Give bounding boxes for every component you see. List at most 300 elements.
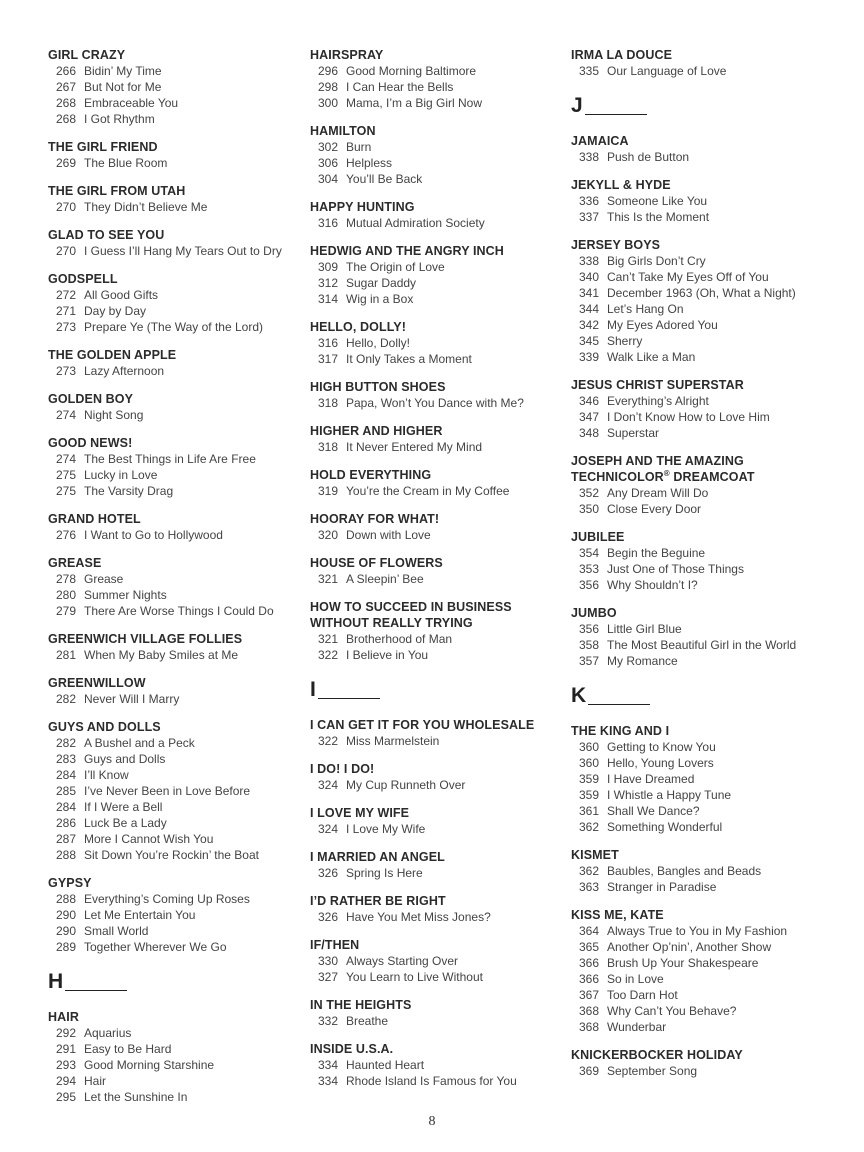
song-title: Too Darn Hot <box>607 988 678 1002</box>
song-title: Never Will I Marry <box>84 692 180 706</box>
song-item <box>48 111 323 127</box>
song-page-number: 280 <box>55 588 76 602</box>
song-item <box>571 879 846 895</box>
show-title: HOUSE OF FLOWERS <box>310 556 443 570</box>
song-title: Let Me Entertain You <box>84 908 196 922</box>
song-page-number: 366 <box>578 956 599 970</box>
show-entry <box>310 123 585 187</box>
song-item <box>310 483 585 499</box>
song-item <box>571 987 846 1003</box>
song-page-number: 292 <box>55 1026 76 1040</box>
song-item <box>48 847 323 863</box>
show-entry <box>310 47 585 111</box>
show-title: KISMET <box>571 848 619 862</box>
song-page-number: 274 <box>55 408 76 422</box>
show-title: GREENWICH VILLAGE FOLLIES <box>48 632 243 646</box>
song-page-number: 366 <box>578 972 599 986</box>
song-item <box>571 269 846 285</box>
show-entry <box>310 467 585 499</box>
song-title: Mama, I’m a Big Girl Now <box>346 96 483 110</box>
song-title: I Whistle a Happy Tune <box>607 788 732 802</box>
song-item <box>310 63 585 79</box>
song-title: But Not for Me <box>84 80 162 94</box>
song-item <box>310 95 585 111</box>
song-title: The Blue Room <box>84 156 168 170</box>
song-title: Always Starting Over <box>346 954 459 968</box>
song-title: Good Morning Starshine <box>84 1058 215 1072</box>
show-entry <box>571 237 846 365</box>
song-item <box>310 171 585 187</box>
show-entry <box>571 133 846 165</box>
song-title: Just One of Those Things <box>607 562 744 576</box>
song-page-number: 269 <box>55 156 76 170</box>
song-page-number: 356 <box>578 622 599 636</box>
show-entry <box>310 511 585 543</box>
show-entry <box>571 723 846 835</box>
song-title: The Best Things in Life Are Free <box>84 452 256 466</box>
song-title: Close Every Door <box>607 502 702 516</box>
show-title: JAMAICA <box>571 134 629 148</box>
song-page-number: 318 <box>317 440 338 454</box>
song-item <box>571 637 846 653</box>
song-item <box>310 1013 585 1029</box>
song-item <box>48 603 323 619</box>
song-page-number: 270 <box>55 244 76 258</box>
show-entry <box>310 599 585 663</box>
song-page-number: 302 <box>317 140 338 154</box>
song-page-number: 338 <box>578 254 599 268</box>
song-title: Embraceable You <box>84 96 179 110</box>
song-page-number: 312 <box>317 276 338 290</box>
song-item <box>571 577 846 593</box>
song-page-number: 346 <box>578 394 599 408</box>
song-page-number: 353 <box>578 562 599 576</box>
song-page-number: 360 <box>578 756 599 770</box>
song-item <box>310 139 585 155</box>
show-title: HOORAY FOR WHAT! <box>310 512 440 526</box>
song-item <box>571 653 846 669</box>
song-page-number: 340 <box>578 270 599 284</box>
show-title: GYPSY <box>48 876 92 890</box>
song-page-number: 365 <box>578 940 599 954</box>
show-title: JOSEPH AND THE AMAZING TECHNICOLOR® DREAMCOAT <box>571 454 755 484</box>
song-page-number: 347 <box>578 410 599 424</box>
show-title: HOW TO SUCCEED IN BUSINESS WITHOUT REALLY TRYING <box>310 600 512 630</box>
song-item <box>310 1057 585 1073</box>
show-entry <box>310 243 585 307</box>
show-title: IN THE HEIGHTS <box>310 998 412 1012</box>
song-item <box>48 735 323 751</box>
section-letter: H <box>48 970 64 993</box>
song-title: Lazy Afternoon <box>84 364 165 378</box>
song-title: Another Op’nin’, Another Show <box>607 940 772 954</box>
song-title: Prepare Ye (The Way of the Lord) <box>84 320 263 334</box>
song-item <box>571 755 846 771</box>
song-item <box>310 275 585 291</box>
song-page-number: 293 <box>55 1058 76 1072</box>
song-title: Why Shouldn’t I? <box>607 578 698 592</box>
song-title: Any Dream Will Do <box>607 486 709 500</box>
song-page-number: 287 <box>55 832 76 846</box>
song-title: Hello, Young Lovers <box>607 756 714 770</box>
song-title: Let the Sunshine In <box>84 1090 188 1104</box>
song-item <box>48 907 323 923</box>
song-title: Walk Like a Man <box>607 350 696 364</box>
song-item <box>571 209 846 225</box>
song-item <box>48 527 323 543</box>
song-item <box>48 647 323 663</box>
song-page-number: 284 <box>55 768 76 782</box>
song-title: Brotherhood of Man <box>346 632 453 646</box>
show-title: THE KING AND I <box>571 724 670 738</box>
show-title: HEDWIG AND THE ANGRY INCH <box>310 244 504 258</box>
show-title: KISS ME, KATE <box>571 908 664 922</box>
section-rule <box>65 990 127 991</box>
song-title: Breathe <box>346 1014 389 1028</box>
song-title: A Bushel and a Peck <box>84 736 195 750</box>
song-item <box>48 467 323 483</box>
show-title: HAMILTON <box>310 124 376 138</box>
song-page-number: 289 <box>55 940 76 954</box>
song-page-number: 352 <box>578 486 599 500</box>
show-entry <box>310 717 585 749</box>
song-title: Wig in a Box <box>346 292 414 306</box>
song-title: Sugar Daddy <box>346 276 417 290</box>
song-title: Why Can’t You Behave? <box>607 1004 737 1018</box>
song-item <box>571 955 846 971</box>
show-title: GIRL CRAZY <box>48 48 126 62</box>
song-page-number: 326 <box>317 910 338 924</box>
song-title: Push de Button <box>607 150 690 164</box>
song-title: Burn <box>346 140 372 154</box>
song-item <box>571 803 846 819</box>
song-title: You’re the Cream in My Coffee <box>346 484 510 498</box>
song-title: Everything’s Coming Up Roses <box>84 892 250 906</box>
song-page-number: 336 <box>578 194 599 208</box>
song-title: Hair <box>84 1074 107 1088</box>
song-title: Grease <box>84 572 124 586</box>
show-title: I MARRIED AN ANGEL <box>310 850 445 864</box>
song-title: Our Language of Love <box>607 64 727 78</box>
song-title: I Have Dreamed <box>607 772 695 786</box>
song-page-number: 266 <box>55 64 76 78</box>
show-entry <box>310 555 585 587</box>
song-title: Helpless <box>346 156 393 170</box>
song-item <box>48 815 323 831</box>
song-item <box>571 425 846 441</box>
show-title: INSIDE U.S.A. <box>310 1042 394 1056</box>
show-entry <box>571 177 846 225</box>
show-entry <box>571 529 846 593</box>
song-item <box>571 485 846 501</box>
song-item <box>310 527 585 543</box>
song-page-number: 279 <box>55 604 76 618</box>
section-letter-heading <box>571 91 846 117</box>
song-title: My Romance <box>607 654 678 668</box>
song-item <box>571 863 846 879</box>
song-item <box>48 483 323 499</box>
index-column-2 <box>310 47 585 1101</box>
song-item <box>48 767 323 783</box>
song-page-number: 270 <box>55 200 76 214</box>
show-entry <box>571 377 846 441</box>
show-entry <box>48 139 323 171</box>
song-item <box>571 1019 846 1035</box>
show-title: I’D RATHER BE RIGHT <box>310 894 446 908</box>
song-title: Aquarius <box>84 1026 132 1040</box>
song-title: All Good Gifts <box>84 288 159 302</box>
show-title: JERSEY BOYS <box>571 238 661 252</box>
song-item <box>571 301 846 317</box>
show-title: HOLD EVERYTHING <box>310 468 432 482</box>
section-letter-heading <box>48 967 323 993</box>
song-title: I Don’t Know How to Love Him <box>607 410 770 424</box>
song-page-number: 276 <box>55 528 76 542</box>
song-page-number: 282 <box>55 736 76 750</box>
song-page-number: 330 <box>317 954 338 968</box>
song-item <box>310 1073 585 1089</box>
song-title: Lucky in Love <box>84 468 158 482</box>
song-item <box>48 923 323 939</box>
show-entry <box>48 47 323 127</box>
song-title: A Sleepin’ Bee <box>346 572 424 586</box>
show-title: IRMA LA DOUCE <box>571 48 673 62</box>
song-item <box>48 1041 323 1057</box>
song-title: I Believe in You <box>346 648 429 662</box>
song-page-number: 291 <box>55 1042 76 1056</box>
song-page-number: 348 <box>578 426 599 440</box>
song-page-number: 367 <box>578 988 599 1002</box>
song-item <box>310 335 585 351</box>
song-item <box>48 1089 323 1105</box>
song-item <box>48 799 323 815</box>
song-title: This Is the Moment <box>607 210 710 224</box>
song-page-number: 359 <box>578 772 599 786</box>
song-item <box>571 193 846 209</box>
song-item <box>571 501 846 517</box>
song-page-number: 314 <box>317 292 338 306</box>
song-page-number: 357 <box>578 654 599 668</box>
show-title: JUMBO <box>571 606 617 620</box>
song-item <box>48 95 323 111</box>
song-item <box>310 571 585 587</box>
song-item <box>48 783 323 799</box>
index-column-3 <box>571 47 846 1091</box>
show-entry <box>48 391 323 423</box>
song-title: If I Were a Bell <box>84 800 163 814</box>
section-rule <box>318 698 380 699</box>
song-item <box>48 587 323 603</box>
show-entry <box>571 605 846 669</box>
song-title: Always True to You in My Fashion <box>607 924 788 938</box>
song-page-number: 296 <box>317 64 338 78</box>
song-page-number: 268 <box>55 112 76 126</box>
song-item <box>571 771 846 787</box>
song-page-number: 327 <box>317 970 338 984</box>
song-title: Superstar <box>607 426 660 440</box>
section-letter: J <box>571 94 583 117</box>
song-item <box>571 393 846 409</box>
song-item <box>48 1057 323 1073</box>
song-title: Day by Day <box>84 304 147 318</box>
section-rule <box>588 704 650 705</box>
song-page-number: 288 <box>55 892 76 906</box>
show-entry <box>48 631 323 663</box>
song-item <box>571 787 846 803</box>
song-page-number: 306 <box>317 156 338 170</box>
song-page-number: 350 <box>578 502 599 516</box>
song-item <box>48 831 323 847</box>
show-title: HAIRSPRAY <box>310 48 384 62</box>
song-title: My Eyes Adored You <box>607 318 718 332</box>
song-title: I Love My Wife <box>346 822 426 836</box>
show-title: GODSPELL <box>48 272 118 286</box>
song-item <box>48 691 323 707</box>
song-page-number: 298 <box>317 80 338 94</box>
song-title: Papa, Won’t You Dance with Me? <box>346 396 524 410</box>
song-item <box>571 545 846 561</box>
song-item <box>571 1003 846 1019</box>
show-entry <box>310 379 585 411</box>
song-item <box>310 777 585 793</box>
song-page-number: 271 <box>55 304 76 318</box>
song-item <box>571 971 846 987</box>
song-item <box>48 451 323 467</box>
show-title: HAIR <box>48 1010 79 1024</box>
index-column-1 <box>48 47 323 1117</box>
show-entry <box>310 423 585 455</box>
show-title: GLAD TO SEE YOU <box>48 228 165 242</box>
song-title: I Want to Go to Hollywood <box>84 528 223 542</box>
song-title: Let’s Hang On <box>607 302 684 316</box>
show-title: GOOD NEWS! <box>48 436 133 450</box>
song-item <box>571 63 846 79</box>
show-entry <box>48 183 323 215</box>
song-item <box>571 349 846 365</box>
song-page-number: 362 <box>578 864 599 878</box>
song-page-number: 322 <box>317 648 338 662</box>
song-item <box>571 149 846 165</box>
song-page-number: 363 <box>578 880 599 894</box>
song-page-number: 356 <box>578 578 599 592</box>
song-title: Little Girl Blue <box>607 622 682 636</box>
song-page-number: 324 <box>317 822 338 836</box>
song-title: I Can Hear the Bells <box>346 80 454 94</box>
song-item <box>310 79 585 95</box>
song-page-number: 316 <box>317 216 338 230</box>
song-page-number: 361 <box>578 804 599 818</box>
song-item <box>571 285 846 301</box>
show-entry <box>48 271 323 335</box>
song-title: Bidin’ My Time <box>84 64 162 78</box>
song-title: When My Baby Smiles at Me <box>84 648 239 662</box>
song-item <box>48 319 323 335</box>
song-title: I Guess I’ll Hang My Tears Out to Dry <box>84 244 282 258</box>
show-entry <box>310 1041 585 1089</box>
song-item <box>571 561 846 577</box>
show-entry <box>310 997 585 1029</box>
song-page-number: 360 <box>578 740 599 754</box>
show-entry <box>571 847 846 895</box>
song-item <box>48 303 323 319</box>
section-rule <box>585 114 647 115</box>
show-title: GUYS AND DOLLS <box>48 720 161 734</box>
song-item <box>310 259 585 275</box>
song-page-number: 300 <box>317 96 338 110</box>
show-entry <box>48 511 323 543</box>
song-page-number: 286 <box>55 816 76 830</box>
song-page-number: 267 <box>55 80 76 94</box>
song-page-number: 324 <box>317 778 338 792</box>
song-page-number: 273 <box>55 320 76 334</box>
song-title: Stranger in Paradise <box>607 880 717 894</box>
show-title: GOLDEN BOY <box>48 392 134 406</box>
song-title: Miss Marmelstein <box>346 734 440 748</box>
song-title: I’ll Know <box>84 768 129 782</box>
song-page-number: 274 <box>55 452 76 466</box>
song-title: Big Girls Don’t Cry <box>607 254 706 268</box>
song-title: Someone Like You <box>607 194 708 208</box>
song-page-number: 319 <box>317 484 338 498</box>
song-page-number: 268 <box>55 96 76 110</box>
song-title: More I Cannot Wish You <box>84 832 214 846</box>
show-title: HIGHER AND HIGHER <box>310 424 443 438</box>
show-entry <box>48 435 323 499</box>
show-entry <box>310 849 585 881</box>
song-title: You’ll Be Back <box>346 172 423 186</box>
song-title: Luck Be a Lady <box>84 816 167 830</box>
song-item <box>310 155 585 171</box>
song-page-number: 338 <box>578 150 599 164</box>
show-title: HAPPY HUNTING <box>310 200 415 214</box>
show-entry <box>48 875 323 955</box>
song-item <box>48 939 323 955</box>
show-entry <box>310 199 585 231</box>
song-page-number: 318 <box>317 396 338 410</box>
song-title: I Got Rhythm <box>84 112 155 126</box>
song-item <box>48 287 323 303</box>
song-title: Small World <box>84 924 149 938</box>
show-title: HIGH BUTTON SHOES <box>310 380 446 394</box>
song-item <box>48 751 323 767</box>
page-number: 8 <box>428 1114 436 1129</box>
song-title: Summer Nights <box>84 588 167 602</box>
song-item <box>571 333 846 349</box>
song-page-number: 354 <box>578 546 599 560</box>
song-page-number: 359 <box>578 788 599 802</box>
song-item <box>571 317 846 333</box>
song-page-number: 321 <box>317 632 338 646</box>
song-page-number: 322 <box>317 734 338 748</box>
show-entry <box>310 805 585 837</box>
song-page-number: 364 <box>578 924 599 938</box>
song-title: September Song <box>607 1064 698 1078</box>
song-page-number: 368 <box>578 1004 599 1018</box>
song-title: Down with Love <box>346 528 431 542</box>
song-item <box>310 821 585 837</box>
song-title: Hello, Dolly! <box>346 336 411 350</box>
song-item <box>310 647 585 663</box>
song-title: Together Wherever We Go <box>84 940 227 954</box>
song-page-number: 295 <box>55 1090 76 1104</box>
song-title: The Most Beautiful Girl in the World <box>607 638 797 652</box>
song-title: Begin the Beguine <box>607 546 706 560</box>
song-item <box>310 969 585 985</box>
show-title: THE GOLDEN APPLE <box>48 348 177 362</box>
show-title: THE GIRL FROM UTAH <box>48 184 186 198</box>
song-page-number: 337 <box>578 210 599 224</box>
show-entry <box>48 555 323 619</box>
